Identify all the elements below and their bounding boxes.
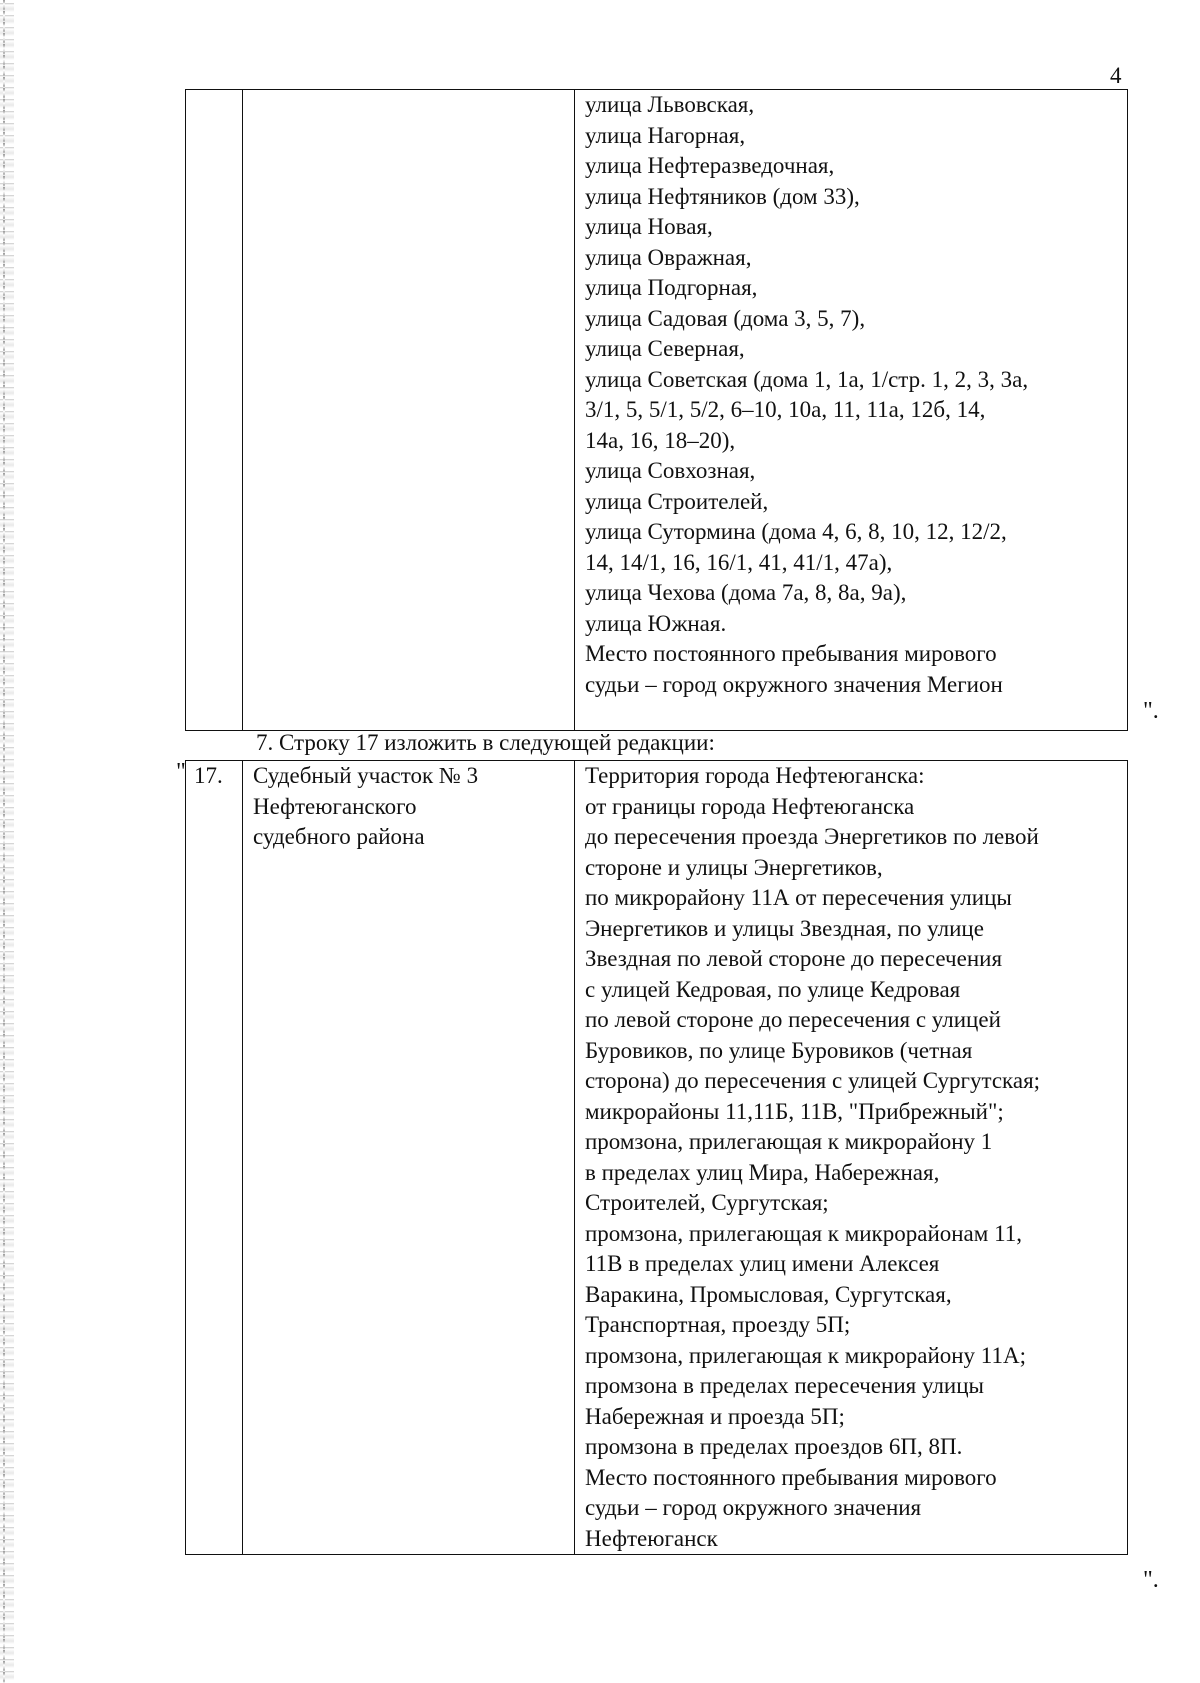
territory-line: улица Львовская, <box>585 92 755 117</box>
territory-line: Строителей, Сургутская; <box>585 1190 829 1215</box>
territory-cell <box>575 90 1128 731</box>
territory-line: 11В в пределах улиц имени Алексея <box>585 1251 940 1276</box>
territory-line: Набережная и проезда 5П; <box>585 1403 845 1429</box>
territory-line: до пересечения проезда Энергетиков по левой <box>585 824 1039 849</box>
table-bottom <box>185 760 1128 1555</box>
territory-line: Звездная по левой стороне до пересечения <box>585 946 1003 971</box>
territory-line: микрорайоны 11,11Б, 11В, "Прибрежный"; <box>585 1098 1004 1124</box>
territory-line: Территория города Нефтеюганска: <box>585 763 925 788</box>
district-name-line: Нефтеюганского <box>253 793 417 819</box>
amendment-instruction: 7. Строку 17 изложить в следующей редакции: <box>256 730 715 755</box>
territory-line: с улицей Кедровая, по улице Кедровая <box>585 976 961 1002</box>
closing-quote-bottom: ". <box>1143 1567 1159 1593</box>
territory-line: Транспортная, проезду 5П; <box>585 1312 851 1337</box>
district-name-cell <box>243 761 575 1555</box>
territory-line: улица Нефтеразведочная, <box>585 153 835 178</box>
opening-quote: " <box>176 759 186 785</box>
territory-line: улица Новая, <box>585 214 713 239</box>
territory-line: улица Нефтяников (дом 33), <box>585 183 860 209</box>
scan-edge-artifact <box>0 0 14 1683</box>
territory-line: улица Овражная, <box>585 244 752 270</box>
territory-line: промзона, прилегающая к микрорайонам 11, <box>585 1220 1022 1246</box>
territory-line: улица Сутормина (дома 4, 6, 8, 10, 12, 12/2, <box>585 519 1007 544</box>
territory-line: Нефтеюганск <box>585 1525 718 1551</box>
district-name-line: Судебный участок № 3 <box>253 763 479 788</box>
territory-cell <box>575 761 1128 1555</box>
district-name-lines <box>253 761 570 853</box>
territory-line: улица Нагорная, <box>585 122 746 148</box>
territory-lines <box>585 90 1123 700</box>
page-number: 4 <box>1110 63 1122 88</box>
territory-line: по микрорайону 11А от пересечения улицы <box>585 885 1012 910</box>
territory-line: 3/1, 5, 5/1, 5/2, 6–10, 10а, 11, 11а, 12б, 14, <box>585 397 986 422</box>
district-name-line: судебного района <box>253 824 425 849</box>
number-cell <box>186 761 243 1555</box>
territory-line: улица Подгорная, <box>585 275 758 300</box>
territory-line: судьи – город окружного значения Мегион <box>585 671 1003 697</box>
territory-line: Место постоянного пребывания мирового <box>585 641 997 666</box>
territory-line: Буровиков, по улице Буровиков (четная <box>585 1037 973 1063</box>
row-number: 17. <box>194 763 223 788</box>
territory-line: от границы города Нефтеюганска <box>585 793 915 819</box>
territory-line: улица Советская (дома 1, 1а, 1/стр. 1, 2, 3, 3а, <box>585 366 1029 392</box>
territory-line: Энергетиков и улицы Звездная, по улице <box>585 915 984 941</box>
territory-line: промзона в пределах проездов 6П, 8П. <box>585 1434 963 1459</box>
closing-quote-top: ". <box>1143 698 1159 724</box>
territory-line: 14, 14/1, 16, 16/1, 41, 41/1, 47а), <box>585 549 893 575</box>
territory-line: промзона, прилегающая к микрорайону 11А; <box>585 1342 1026 1368</box>
territory-line: 14а, 16, 18–20), <box>585 427 736 453</box>
territory-line: по левой стороне до пересечения с улицей <box>585 1007 1001 1032</box>
territory-line: улица Строителей, <box>585 488 769 514</box>
territory-line: стороне и улицы Энергетиков, <box>585 854 883 880</box>
territory-lines <box>585 761 1123 1554</box>
territory-line: сторона) до пересечения с улицей Сургутская; <box>585 1068 1041 1093</box>
table-row <box>186 90 1128 731</box>
territory-line: улица Совхозная, <box>585 458 756 483</box>
district-name-cell <box>243 90 575 731</box>
territory-line: улица Чехова (дома 7а, 8, 8а, 9а), <box>585 580 907 605</box>
number-cell <box>186 90 243 731</box>
territory-line: в пределах улиц Мира, Набережная, <box>585 1159 940 1185</box>
territory-line: промзона, прилегающая к микрорайону 1 <box>585 1129 993 1154</box>
territory-line: Место постоянного пребывания мирового <box>585 1464 997 1490</box>
territory-line: улица Северная, <box>585 336 745 361</box>
territory-line: судьи – город окружного значения <box>585 1495 922 1520</box>
table-row <box>186 761 1128 1555</box>
table-top <box>185 89 1128 731</box>
territory-line: улица Южная. <box>585 610 727 636</box>
territory-line: улица Садовая (дома 3, 5, 7), <box>585 305 866 331</box>
territory-line: Варакина, Промысловая, Сургутская, <box>585 1281 952 1307</box>
territory-line: промзона в пределах пересечения улицы <box>585 1373 984 1398</box>
